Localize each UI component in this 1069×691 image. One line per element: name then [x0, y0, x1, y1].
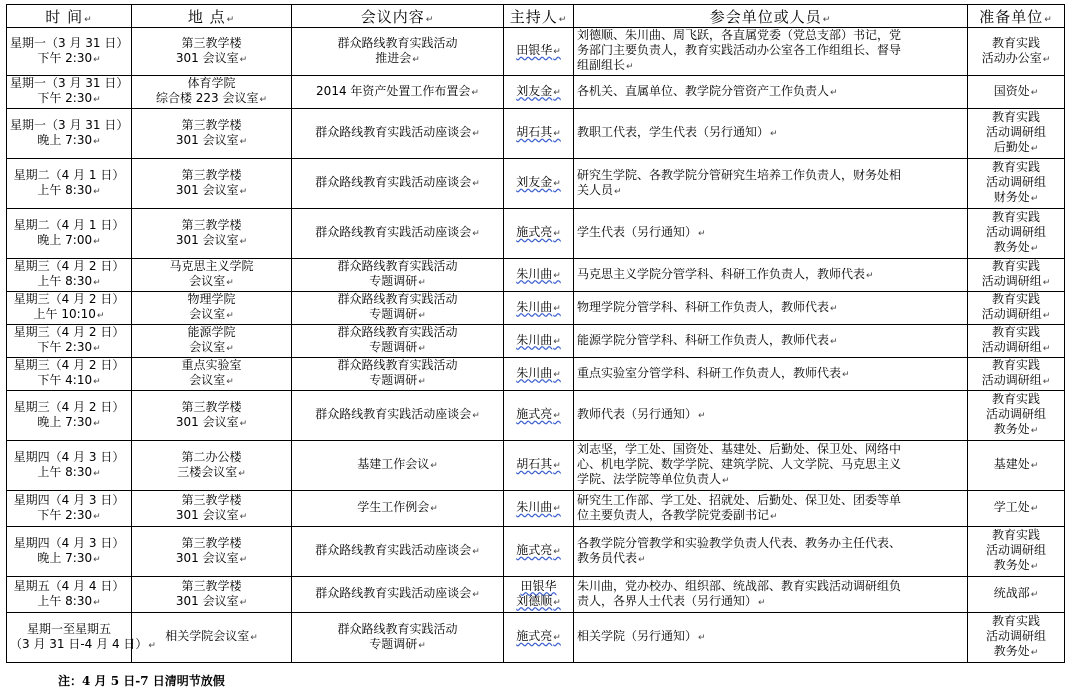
- cell-prep: [968, 209, 1065, 259]
- cell-attendees: [574, 292, 968, 325]
- cell-content: [292, 358, 504, 391]
- table-row: [7, 491, 1065, 527]
- cell-line: 三楼会议室 ↵: [135, 465, 288, 482]
- cell-line: 活动调研组: [985, 407, 1046, 421]
- cell-host: [504, 391, 574, 441]
- cell-attendees: [574, 325, 968, 358]
- cell-content: [292, 391, 504, 441]
- cell-line: 星期一（3 月 31 日）: [10, 35, 129, 50]
- cell-line: 施式亮 ↵: [507, 543, 570, 560]
- cell-prep: [968, 491, 1065, 527]
- table-row: [7, 159, 1065, 209]
- cell-line: 活动调研组: [985, 175, 1046, 189]
- cell-line: 财务处 ↵: [971, 190, 1061, 207]
- cell-line: 群众路线教育实践活动: [337, 35, 458, 50]
- table-row: [7, 391, 1065, 441]
- cell-line: 相关学院会议室 ↵: [135, 629, 288, 646]
- cell-line: 刘德顺 ↵: [507, 594, 570, 611]
- cell-time: [7, 28, 132, 76]
- cell-host: [504, 28, 574, 76]
- table-body: [7, 28, 1065, 663]
- cell-line: 关人员 ↵: [577, 183, 964, 200]
- cell-line: 活动调研组 ↵: [971, 340, 1061, 357]
- cell-line: 教务处 ↵: [971, 240, 1061, 257]
- cell-line: 301 会议室 ↵: [135, 183, 288, 200]
- cell-line: 晚上 7:30 ↵: [10, 551, 128, 568]
- cell-line: 刘友金 ↵: [507, 175, 570, 192]
- cell-line: 统战部 ↵: [971, 586, 1061, 603]
- cell-line: 教育实践: [991, 35, 1040, 50]
- cell-prep: [968, 358, 1065, 391]
- header-time: 时 间 ↵: [7, 5, 132, 28]
- cell-line: 301 会议室 ↵: [135, 415, 288, 432]
- cell-attendees: [574, 159, 968, 209]
- cell-line: 施式亮 ↵: [507, 407, 570, 424]
- cell-line: 第三教学楼: [181, 492, 242, 507]
- cell-host: [504, 358, 574, 391]
- cell-time: [7, 577, 132, 613]
- cell-line: （3 月 31 日-4 月 4 日） ↵: [10, 637, 128, 654]
- cell-time: [7, 292, 132, 325]
- cell-line: 下午 2:30 ↵: [10, 91, 128, 108]
- cell-line: 重点实验室: [181, 358, 242, 372]
- cell-line: 胡石其 ↵: [507, 457, 570, 474]
- cell-time: [7, 109, 132, 159]
- cell-time: [7, 159, 132, 209]
- cell-place: [132, 28, 292, 76]
- cell-host: [504, 441, 574, 491]
- cell-line: 会议室 ↵: [135, 274, 288, 291]
- cell-line: 活动调研组 ↵: [971, 274, 1061, 291]
- header-host: 主持人 ↵: [504, 5, 574, 28]
- cell-line: 推进会 ↵: [295, 51, 500, 68]
- cell-host: [504, 259, 574, 292]
- cell-attendees: [574, 391, 968, 441]
- cell-content: [292, 259, 504, 292]
- cell-line: 星期四（4 月 3 日）: [13, 492, 125, 507]
- header-place: 地 点 ↵: [132, 5, 292, 28]
- cell-content: [292, 159, 504, 209]
- cell-line: 会议室 ↵: [135, 307, 288, 324]
- cell-content: [292, 527, 504, 577]
- cell-line: 第三教学楼: [181, 217, 242, 232]
- cell-line: 活动办公室 ↵: [971, 51, 1061, 68]
- cell-line: 301 会议室 ↵: [135, 551, 288, 568]
- cell-line: 下午 2:30 ↵: [10, 508, 128, 525]
- cell-line: 教育实践: [991, 259, 1040, 273]
- cell-time: [7, 613, 148, 663]
- cell-line: 301 会议室 ↵: [135, 233, 288, 250]
- cell-line: 教育实践: [991, 210, 1040, 224]
- cell-line: 基建处 ↵: [971, 457, 1061, 474]
- cell-line: 基建工作会议 ↵: [295, 457, 500, 474]
- cell-place: [132, 259, 292, 292]
- cell-line: 物理学院: [187, 292, 236, 306]
- cell-line: 301 会议室 ↵: [135, 133, 288, 150]
- cell-attendees: [574, 209, 968, 259]
- cell-line: 朱川曲 ↵: [507, 366, 570, 383]
- cell-line: 后勤处 ↵: [971, 140, 1061, 157]
- cell-prep: [968, 577, 1065, 613]
- cell-content: [292, 325, 504, 358]
- cell-line: 专题调研 ↵: [295, 274, 500, 291]
- cell-line: 下午 2:30 ↵: [10, 51, 128, 68]
- cell-line: 301 会议室 ↵: [135, 508, 288, 525]
- cell-line: 教务处 ↵: [971, 558, 1061, 575]
- cell-line: 体育学院: [187, 76, 236, 90]
- table-row: [7, 209, 1065, 259]
- cell-line: 上午 8:30 ↵: [10, 594, 128, 611]
- header-attendees: 参会单位或人员 ↵: [574, 5, 968, 28]
- cell-line: 综合楼 223 会议室 ↵: [135, 91, 288, 108]
- cell-prep: [968, 109, 1065, 159]
- cell-line: 专题调研 ↵: [295, 373, 500, 390]
- cell-content: [292, 76, 504, 109]
- cell-time: [7, 358, 132, 391]
- cell-attendees: [574, 259, 968, 292]
- cell-line: 责人，各界人士代表（另行通知） ↵: [577, 594, 964, 611]
- cell-time: [7, 441, 132, 491]
- cell-line: 会议室 ↵: [135, 373, 288, 390]
- cell-content: [292, 441, 504, 491]
- table-row: [7, 441, 1065, 491]
- cell-line: 群众路线教育实践活动: [337, 292, 458, 306]
- cell-attendees: [574, 76, 968, 109]
- cell-line: 上午 8:30 ↵: [10, 465, 128, 482]
- cell-line: 第三教学楼: [181, 117, 242, 132]
- cell-line: 晚上 7:00 ↵: [10, 233, 128, 250]
- cell-host: [504, 292, 574, 325]
- header-row: [7, 5, 1065, 28]
- cell-time: [7, 209, 132, 259]
- cell-host: [504, 325, 574, 358]
- cell-line: 活动调研组 ↵: [971, 307, 1061, 324]
- table-row: [7, 28, 1065, 76]
- cell-line: 上午 8:30 ↵: [10, 183, 128, 200]
- cell-line: 组副组长 ↵: [577, 58, 964, 75]
- cell-content: [292, 613, 504, 663]
- cell-line: 第三教学楼: [181, 535, 242, 550]
- holiday-note: 注：4 月 5 日-7 日清明节放假: [58, 674, 225, 688]
- cell-line: 马克思主义学院: [169, 259, 254, 273]
- cell-line: 星期二（4 月 1 日）: [13, 217, 125, 232]
- table-row: [7, 358, 1065, 391]
- table-row: [7, 109, 1065, 159]
- cell-line: 第三教学楼: [181, 578, 242, 593]
- cell-line: 务部门主要负责人，教育实践活动办公室各工作组组长、督导: [577, 43, 902, 57]
- cell-prep: [968, 441, 1065, 491]
- cell-place: [132, 209, 292, 259]
- cell-line: 专题调研 ↵: [295, 637, 500, 654]
- table-row: [7, 292, 1065, 325]
- cell-line: 教务处 ↵: [971, 422, 1061, 439]
- cell-line: 心、机电学院、数学学院、建筑学院、人文学院、马克思主义: [577, 457, 902, 471]
- cell-line: 教育实践: [991, 292, 1040, 306]
- cell-line: 各机关、直属单位、教学院分管资产工作负责人 ↵: [577, 84, 964, 101]
- cell-line: 朱川曲 ↵: [507, 333, 570, 350]
- cell-prep: [968, 325, 1065, 358]
- cell-time: [7, 391, 132, 441]
- cell-prep: [968, 159, 1065, 209]
- cell-line: 活动调研组: [985, 125, 1046, 139]
- cell-line: 重点实验室分管学科、科研工作负责人，教师代表 ↵: [577, 366, 964, 383]
- cell-content: [292, 109, 504, 159]
- cell-line: 301 会议室 ↵: [135, 51, 288, 68]
- cell-line: 星期三（4 月 2 日）: [13, 325, 125, 339]
- cell-line: 朱川曲 ↵: [507, 300, 570, 317]
- cell-place: [132, 491, 292, 527]
- cell-prep: [968, 259, 1065, 292]
- cell-place: [132, 613, 292, 663]
- cell-line: 星期四（4 月 3 日）: [13, 449, 125, 464]
- cell-place: [132, 391, 292, 441]
- cell-line: 教职工代表，学生代表（另行通知） ↵: [577, 125, 964, 142]
- cell-line: 群众路线教育实践活动: [337, 325, 458, 339]
- cell-line: 群众路线教育实践活动: [337, 358, 458, 372]
- cell-line: 学工处 ↵: [971, 500, 1061, 517]
- cell-host: [504, 527, 574, 577]
- cell-line: 群众路线教育实践活动座谈会 ↵: [295, 225, 500, 242]
- cell-line: 晚上 7:30 ↵: [10, 133, 128, 150]
- cell-place: [132, 159, 292, 209]
- cell-line: 群众路线教育实践活动座谈会 ↵: [295, 407, 500, 424]
- cell-line: 教育实践: [991, 325, 1040, 339]
- cell-line: 星期三（4 月 2 日）: [13, 358, 125, 372]
- cell-line: 施式亮 ↵: [507, 629, 570, 646]
- cell-place: [132, 358, 292, 391]
- cell-line: 群众路线教育实践活动座谈会 ↵: [295, 125, 500, 142]
- cell-line: 上午 10:10 ↵: [10, 307, 128, 324]
- cell-line: 教务处 ↵: [971, 644, 1061, 661]
- cell-place: [132, 441, 292, 491]
- cell-line: 能源学院: [187, 325, 236, 339]
- cell-line: 活动调研组: [985, 629, 1046, 643]
- cell-line: 星期一（3 月 31 日）: [10, 117, 129, 132]
- cell-line: 教务员代表 ↵: [577, 551, 964, 568]
- cell-line: 第三教学楼: [181, 167, 242, 182]
- cell-line: 下午 4:10 ↵: [10, 373, 128, 390]
- cell-attendees: [574, 527, 968, 577]
- cell-line: 刘德顺、朱川曲、周飞跃，各直属党委（党总支部）书记，党: [577, 28, 902, 42]
- cell-place: [132, 292, 292, 325]
- header-prep: 准备单位 ↵: [968, 5, 1065, 28]
- cell-line: 群众路线教育实践活动座谈会 ↵: [295, 175, 500, 192]
- cell-line: 能源学院分管学科、科研工作负责人，教师代表 ↵: [577, 333, 964, 350]
- cell-line: 星期二（4 月 1 日）: [13, 167, 125, 182]
- cell-content: [292, 28, 504, 76]
- cell-line: 活动调研组 ↵: [971, 373, 1061, 390]
- table-row: [7, 259, 1065, 292]
- cell-place: [132, 109, 292, 159]
- cell-line: 活动调研组: [985, 225, 1046, 239]
- cell-content: [292, 292, 504, 325]
- cell-line: 星期五（4 月 4 日）: [13, 578, 125, 593]
- cell-prep: [968, 527, 1065, 577]
- cell-line: 朱川曲 ↵: [507, 500, 570, 517]
- cell-line: 星期三（4 月 2 日）: [13, 292, 125, 306]
- cell-line: 301 会议室 ↵: [135, 594, 288, 611]
- cell-time: [7, 325, 132, 358]
- cell-line: 教育实践: [991, 528, 1040, 542]
- cell-line: 学生工作例会 ↵: [295, 500, 500, 517]
- cell-attendees: [574, 491, 968, 527]
- cell-line: 教育实践: [991, 110, 1040, 124]
- cell-line: 星期四（4 月 3 日）: [13, 535, 125, 550]
- cell-attendees: [574, 441, 968, 491]
- cell-line: 教师代表（另行通知） ↵: [577, 407, 964, 424]
- cell-line: 教育实践: [991, 358, 1040, 372]
- cell-line: 第二办公楼: [181, 449, 242, 464]
- table-row: [7, 76, 1065, 109]
- cell-prep: [968, 391, 1065, 441]
- cell-line: 群众路线教育实践活动: [337, 259, 458, 273]
- cell-host: [504, 159, 574, 209]
- schedule-wrapper: [6, 4, 1064, 663]
- cell-time: [7, 76, 132, 109]
- cell-line: 田银华 ↵: [507, 43, 570, 60]
- cell-prep: [968, 613, 1065, 663]
- cell-place: [132, 76, 292, 109]
- table-row: [7, 527, 1065, 577]
- cell-place: [132, 577, 292, 613]
- cell-attendees: [574, 577, 968, 613]
- cell-line: 朱川曲 ↵: [507, 267, 570, 284]
- cell-prep: [968, 28, 1065, 76]
- cell-line: 群众路线教育实践活动座谈会 ↵: [295, 543, 500, 560]
- cell-line: 星期一（3 月 31 日）: [10, 76, 129, 90]
- cell-line: 研究生工作部、学工处、招就处、后勤处、保卫处、团委等单: [577, 492, 902, 507]
- cell-attendees: [574, 28, 968, 76]
- cell-line: 星期三（4 月 2 日）: [13, 399, 125, 414]
- cell-line: 晚上 7:30 ↵: [10, 415, 128, 432]
- cell-line: 上午 8:30 ↵: [10, 274, 128, 291]
- cell-line: 学生代表（另行通知） ↵: [577, 225, 964, 242]
- cell-time: [7, 259, 132, 292]
- cell-host: [504, 76, 574, 109]
- header-content: 会议内容 ↵: [292, 5, 504, 28]
- cell-line: 相关学院（另行通知） ↵: [577, 629, 964, 646]
- cell-host: [504, 491, 574, 527]
- cell-line: 教育实践: [991, 160, 1040, 174]
- cell-line: 群众路线教育实践活动: [337, 621, 458, 636]
- cell-line: 教育实践: [991, 614, 1040, 628]
- meeting-schedule-table: [6, 4, 1065, 663]
- cell-line: 物理学院分管学科、科研工作负责人，教师代表 ↵: [577, 300, 964, 317]
- cell-place: [132, 325, 292, 358]
- cell-time: [7, 527, 132, 577]
- cell-line: 朱川曲，党办校办、组织部、统战部、教育实践活动调研组负: [577, 578, 902, 593]
- cell-line: 田银华: [520, 578, 557, 593]
- cell-prep: [968, 292, 1065, 325]
- cell-line: 活动调研组: [985, 543, 1046, 557]
- cell-line: 2014 年资产处置工作布置会 ↵: [295, 84, 500, 101]
- cell-line: 刘友金 ↵: [507, 84, 570, 101]
- cell-host: [504, 209, 574, 259]
- table-row: [7, 613, 1065, 663]
- cell-line: 位主要负责人，各教学院党委副书记 ↵: [577, 508, 964, 525]
- cell-line: 星期三（4 月 2 日）: [13, 259, 125, 273]
- cell-line: 星期一至星期五: [26, 621, 111, 636]
- table-row: [7, 325, 1065, 358]
- cell-line: 专题调研 ↵: [295, 340, 500, 357]
- cell-attendees: [574, 358, 968, 391]
- cell-line: 第三教学楼: [181, 399, 242, 414]
- cell-line: 学院、法学院等单位负责人 ↵: [577, 472, 964, 489]
- cell-attendees: [574, 109, 968, 159]
- cell-line: 下午 2:30 ↵: [10, 340, 128, 357]
- cell-place: [132, 527, 292, 577]
- cell-content: [292, 577, 504, 613]
- cell-attendees: [574, 613, 968, 663]
- cell-host: [504, 613, 574, 663]
- cell-line: 教育实践: [991, 392, 1040, 406]
- cell-line: 各教学院分管教学和实验教学负责人代表、教务办主任代表、: [577, 535, 902, 550]
- cell-content: [292, 209, 504, 259]
- cell-line: 群众路线教育实践活动座谈会 ↵: [295, 586, 500, 603]
- cell-line: 研究生学院、各教学院分管研究生培养工作负责人，财务处相: [577, 167, 902, 182]
- cell-line: 马克思主义学院分管学科、科研工作负责人，教师代表 ↵: [577, 267, 964, 284]
- cell-line: 会议室 ↵: [135, 340, 288, 357]
- table-row: [7, 577, 1065, 613]
- cell-line: 第三教学楼: [181, 35, 242, 50]
- cell-content: [292, 491, 504, 527]
- cell-line: 专题调研 ↵: [295, 307, 500, 324]
- cell-line: 施式亮 ↵: [507, 225, 570, 242]
- cell-line: 国资处 ↵: [971, 84, 1061, 101]
- cell-prep: [968, 76, 1065, 109]
- cell-host: [504, 577, 574, 613]
- cell-line: 胡石其 ↵: [507, 125, 570, 142]
- cell-line: 刘志坚，学工处、国资处、基建处、后勤处、保卫处、网络中: [577, 442, 902, 456]
- cell-host: [504, 109, 574, 159]
- cell-time: [7, 491, 132, 527]
